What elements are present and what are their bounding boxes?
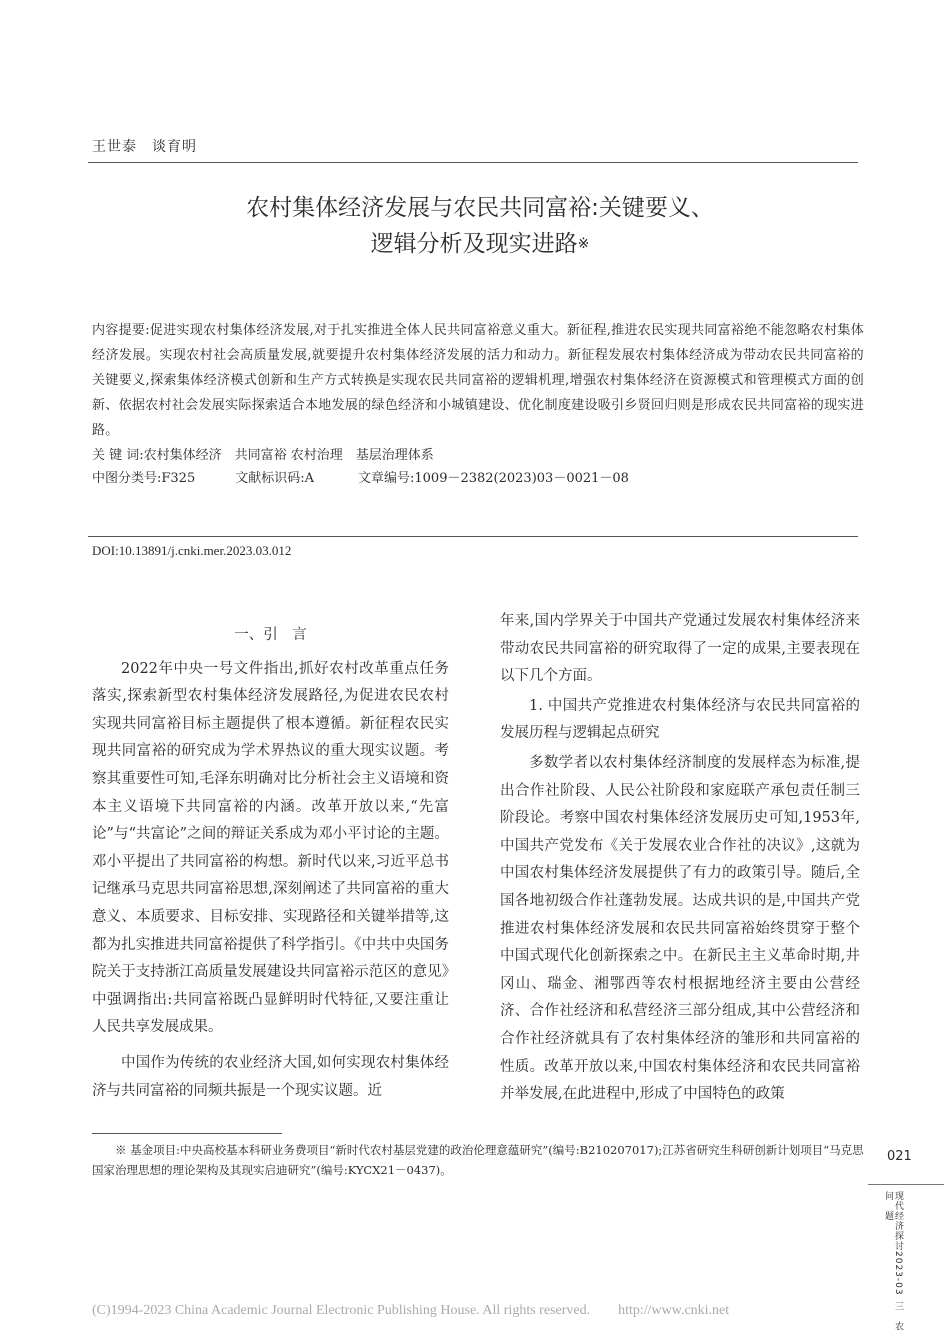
paragraph: 多数学者以农村集体经济制度的发展样态为标准,提出合作社阶段、人民公社阶段和家庭联产承包责任制三阶段论。考察中国农村集体经济发展历史可知,1953年,中国共产党发布《关于发展农业合作社的决议》,这就为中国农村集体经济发展提供了有力的政策引导。随后,全国各地初级合作社蓬勃发展。达成共识的是,中国共产党推进农村集体经济发展和农民共同富裕始终贯穿于整个中国式现代化创新探索之中。在新民主主义革命时期,井冈山、瑞金、湘鄂西等农村根据地经济主要由公营经济、合作社经济和私营经济三部分组成,其中公营经济和合作社经济就具有了农村集体经济的雏形和共同富裕的性质。改革开放以来,中国农村集体经济和农民共同富裕并举发展,在此进程中,形成了中国特色的政策: [500, 754, 860, 1103]
journal-name: 现代经济探讨2023-03三 农 问 题: [883, 1191, 903, 1342]
page-number: 021: [887, 1149, 912, 1164]
sidebar-rule: [868, 1184, 944, 1185]
title-footnote-mark: ※: [577, 236, 590, 252]
paragraph: 中国作为传统的农业经济大国,如何实现农村集体经济与共同富裕的同频共振是一个现实议题。近: [92, 1054, 449, 1099]
footnote-rule: [92, 1133, 282, 1134]
keywords-label: 关 键 词:: [92, 448, 144, 463]
classification-row: [92, 467, 864, 490]
column-name: 三 农 问 题: [883, 1191, 903, 1342]
document-code: 文献标识码:A: [235, 471, 314, 486]
header-rule: [88, 162, 858, 163]
article-number: 文章编号:1009－2382(2023)03－0021－08: [358, 471, 629, 486]
title-line-1: 农村集体经济发展与农民共同富裕:关键要义、: [246, 195, 714, 221]
paragraph: 2022年中央一号文件指出,抓好农村改革重点任务落实,探索新型农村集体经济发展路径,为促进农民农村实现共同富裕目标主题提供了根本遵循。新征程农民实现共同富裕的研究成为学术界热议的重大现实议题。考察其重要性可知,毛泽东明确对比分析社会主义语境和资本主义语境下共同富裕的内涵。改革开放以来,“先富论”与“共富论”之间的辩证关系成为邓小平讨论的主题。邓小平提出了共同富裕的构想。新时代以来,习近平总书记继承马克思共同富裕思想,深刻阐述了共同富裕的重大意义、本质要求、目标安排、实现路径和关键举措等,这都为扎实推进共同富裕提供了科学指引。《中共中央国务院关于支持浙江高质量发展建设共同富裕示范区的意见》中强调指出:共同富裕既凸显鲜明时代特征,又要注重让人民共享发展成果。: [92, 660, 449, 1036]
copyright-notice: (C)1994-2023 China Academic Journal Electronic Publishing House. All rights reserved. http://www.cnki.net: [92, 1303, 730, 1318]
keywords-row: [92, 444, 864, 467]
authors: 王世泰 谈育明: [92, 139, 197, 155]
paragraph: 年来,国内学界关于中国共产党通过发展农村集体经济来带动农民共同富裕的研究取得了一定的成果,主要表现在以下几个方面。: [500, 613, 860, 685]
section-heading: 一、引 言: [234, 627, 307, 643]
footnote: ※ 基金项目:中央高校基本科研业务费项目“新时代农村基层党建的政治伦理意蕴研究”(编号:B210207017);江苏省研究生科研创新计划项目“马克思国家治理思想的理论架构及其现实启迪研究”(编号:KYCX21－0437)。: [92, 1143, 864, 1177]
subsection-heading: 1. 中国共产党推进农村集体经济与农民共同富裕的发展历程与逻辑起点研究: [500, 697, 860, 742]
clc-number: 中图分类号:F325: [92, 471, 196, 486]
left-column: [92, 622, 449, 1105]
title-line-2: 逻辑分析及现实进路※: [370, 231, 590, 257]
keywords: 农村集体经济 共同富裕 农村治理 基层治理体系: [143, 448, 434, 463]
article-title: [100, 190, 860, 262]
abstract: 内容提要:促进实现农村集体经济发展,对于扎实推进全体人民共同富裕意义重大。新征程,推进农民实现共同富裕绝不能忽略农村集体经济发展。实现农村社会高质量发展,就要提升农村集体经济发展的活力和动力。新征程发展农村集体经济成为带动农民共同富裕的关键要义,探索集体经济模式创新和生产方式转换是实现农民共同富裕的逻辑机理,增强农村集体经济在资源模式和管理模式方面的创新、依据农村社会发展实际探索适合本地发展的绿色经济和小城镇建设、优化制度建设吸引乡贤回归则是形成农民共同富裕的现实进路。: [92, 323, 864, 438]
doi-rule: [88, 536, 858, 537]
article-meta: [92, 444, 864, 490]
right-column: [500, 608, 860, 1109]
doi: DOI:10.13891/j.cnki.mer.2023.03.012: [92, 543, 292, 558]
